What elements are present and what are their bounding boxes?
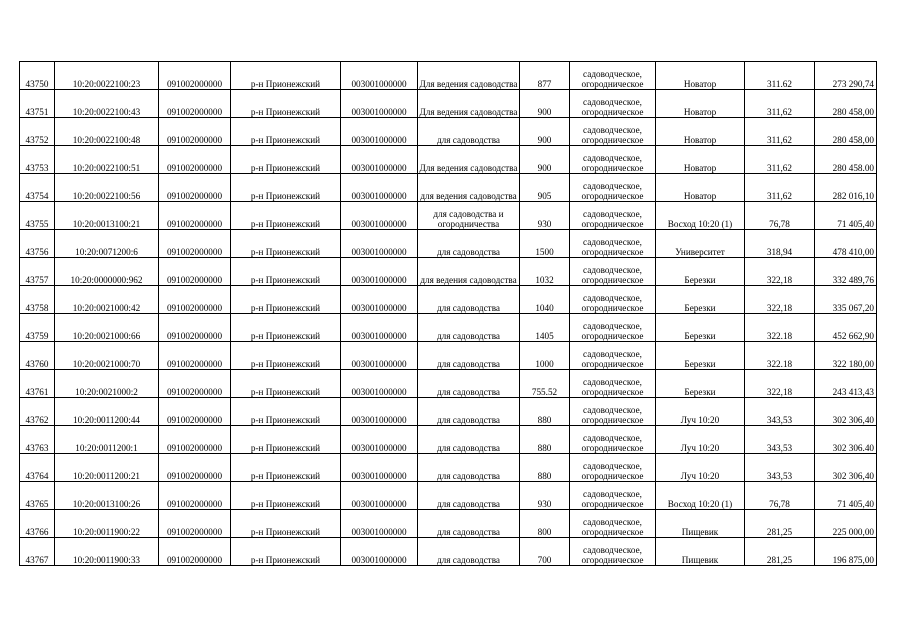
society-name-cell: Восход 10:20 (1) [656, 202, 745, 230]
cadastral-value-cell: 282 016,10 [815, 174, 877, 202]
land-parcel-table [19, 61, 877, 566]
land-category-cell: садоводческое, огородническое [570, 454, 656, 482]
land-category-cell: садоводческое, огородническое [570, 342, 656, 370]
okato-code-cell: 091002000000 [159, 398, 231, 426]
permitted-use-cell: для садоводства [418, 538, 520, 566]
society-name-cell: Луч 10:20 [656, 426, 745, 454]
permitted-use-cell: для ведения садоводства [418, 174, 520, 202]
district-cell: р-н Прионежский [231, 258, 341, 286]
row-id-cell: 43765 [20, 482, 55, 510]
land-category-cell: садоводческое, огородническое [570, 286, 656, 314]
category-code-cell: 003001000000 [341, 426, 418, 454]
category-code-cell: 003001000000 [341, 342, 418, 370]
category-code-cell: 003001000000 [341, 370, 418, 398]
cadastral-value-cell: 302 306.40 [815, 426, 877, 454]
specific-value-cell: 343,53 [745, 454, 815, 482]
row-id-cell: 43756 [20, 230, 55, 258]
okato-code-cell: 091002000000 [159, 62, 231, 90]
okato-code-cell: 091002000000 [159, 146, 231, 174]
specific-value-cell: 311.62 [745, 62, 815, 90]
okato-code-cell: 091002000000 [159, 482, 231, 510]
category-code-cell: 003001000000 [341, 90, 418, 118]
cadastral-value-cell: 280 458,00 [815, 90, 877, 118]
area-cell: 1000 [520, 342, 570, 370]
row-id-cell: 43759 [20, 314, 55, 342]
society-name-cell: Пищевик [656, 538, 745, 566]
specific-value-cell: 343,53 [745, 426, 815, 454]
cadastral-number-cell: 10:20:0011900:33 [55, 538, 159, 566]
cadastral-value-cell: 302 306,40 [815, 398, 877, 426]
permitted-use-cell: для садоводства [418, 426, 520, 454]
permitted-use-cell: для садоводства [418, 314, 520, 342]
land-category-cell: садоводческое, огородническое [570, 146, 656, 174]
society-name-cell: Новатор [656, 146, 745, 174]
cadastral-number-cell: 10:20:0021000:2 [55, 370, 159, 398]
cadastral-value-cell: 196 875,00 [815, 538, 877, 566]
society-name-cell: Новатор [656, 118, 745, 146]
society-name-cell: Луч 10:20 [656, 454, 745, 482]
cadastral-value-cell: 302 306,40 [815, 454, 877, 482]
society-name-cell: Березки [656, 342, 745, 370]
permitted-use-cell: для садоводства [418, 510, 520, 538]
district-cell: р-н Прионежский [231, 342, 341, 370]
society-name-cell: Луч 10:20 [656, 398, 745, 426]
district-cell: р-н Прионежский [231, 202, 341, 230]
row-id-cell: 43764 [20, 454, 55, 482]
society-name-cell: Новатор [656, 62, 745, 90]
specific-value-cell: 311,62 [745, 118, 815, 146]
area-cell: 1032 [520, 258, 570, 286]
area-cell: 900 [520, 90, 570, 118]
cadastral-number-cell: 10:20:0071200:6 [55, 230, 159, 258]
society-name-cell: Березки [656, 286, 745, 314]
okato-code-cell: 091002000000 [159, 510, 231, 538]
cadastral-value-cell: 243 413,43 [815, 370, 877, 398]
row-id-cell: 43766 [20, 510, 55, 538]
land-category-cell: садоводческое, огородническое [570, 314, 656, 342]
okato-code-cell: 091002000000 [159, 118, 231, 146]
okato-code-cell: 091002000000 [159, 454, 231, 482]
specific-value-cell: 281,25 [745, 538, 815, 566]
area-cell: 905 [520, 174, 570, 202]
category-code-cell: 003001000000 [341, 174, 418, 202]
table-row [20, 398, 877, 426]
permitted-use-cell: для садоводства [418, 398, 520, 426]
category-code-cell: 003001000000 [341, 454, 418, 482]
row-id-cell: 43762 [20, 398, 55, 426]
table-row [20, 174, 877, 202]
society-name-cell: Восход 10:20 (1) [656, 482, 745, 510]
row-id-cell: 43761 [20, 370, 55, 398]
area-cell: 1405 [520, 314, 570, 342]
specific-value-cell: 322.18 [745, 314, 815, 342]
society-name-cell: Университет [656, 230, 745, 258]
cadastral-value-cell: 225 000,00 [815, 510, 877, 538]
cadastral-value-cell: 332 489,76 [815, 258, 877, 286]
table-row [20, 482, 877, 510]
land-category-cell: садоводческое, огородническое [570, 510, 656, 538]
district-cell: р-н Прионежский [231, 230, 341, 258]
cadastral-number-cell: 10:20:0011200:1 [55, 426, 159, 454]
permitted-use-cell: Для ведения садоводства [418, 90, 520, 118]
area-cell: 930 [520, 482, 570, 510]
land-category-cell: садоводческое, огородническое [570, 398, 656, 426]
cadastral-value-cell: 71 405,40 [815, 482, 877, 510]
category-code-cell: 003001000000 [341, 118, 418, 146]
area-cell: 800 [520, 510, 570, 538]
land-category-cell: садоводческое, огородническое [570, 90, 656, 118]
cadastral-number-cell: 10:20:0022100:51 [55, 146, 159, 174]
permitted-use-cell: для садоводства [418, 482, 520, 510]
table-row [20, 314, 877, 342]
row-id-cell: 43763 [20, 426, 55, 454]
permitted-use-cell: для ведения садоводства [418, 258, 520, 286]
category-code-cell: 003001000000 [341, 286, 418, 314]
row-id-cell: 43751 [20, 90, 55, 118]
row-id-cell: 43750 [20, 62, 55, 90]
society-name-cell: Пищевик [656, 510, 745, 538]
cadastral-number-cell: 10:20:0013100:21 [55, 202, 159, 230]
specific-value-cell: 281,25 [745, 510, 815, 538]
cadastral-value-cell: 335 067,20 [815, 286, 877, 314]
table-row [20, 118, 877, 146]
society-name-cell: Березки [656, 370, 745, 398]
okato-code-cell: 091002000000 [159, 174, 231, 202]
area-cell: 755.52 [520, 370, 570, 398]
okato-code-cell: 091002000000 [159, 90, 231, 118]
cadastral-value-cell: 478 410,00 [815, 230, 877, 258]
area-cell: 880 [520, 398, 570, 426]
table-row [20, 202, 877, 230]
cadastral-value-cell: 71 405,40 [815, 202, 877, 230]
cadastral-number-cell: 10:20:0000000:962 [55, 258, 159, 286]
area-cell: 1500 [520, 230, 570, 258]
area-cell: 877 [520, 62, 570, 90]
area-cell: 700 [520, 538, 570, 566]
permitted-use-cell: для садоводства и огородничества [418, 202, 520, 230]
area-cell: 880 [520, 454, 570, 482]
table-row [20, 370, 877, 398]
permitted-use-cell: для садоводства [418, 230, 520, 258]
category-code-cell: 003001000000 [341, 538, 418, 566]
specific-value-cell: 322.18 [745, 342, 815, 370]
land-category-cell: садоводческое, огородническое [570, 258, 656, 286]
category-code-cell: 003001000000 [341, 314, 418, 342]
cadastral-number-cell: 10:20:0021000:70 [55, 342, 159, 370]
specific-value-cell: 322,18 [745, 258, 815, 286]
table-row [20, 230, 877, 258]
table-row [20, 510, 877, 538]
cadastral-value-cell: 280 458,00 [815, 118, 877, 146]
district-cell: р-н Прионежский [231, 314, 341, 342]
okato-code-cell: 091002000000 [159, 258, 231, 286]
category-code-cell: 003001000000 [341, 230, 418, 258]
row-id-cell: 43754 [20, 174, 55, 202]
cadastral-number-cell: 10:20:0021000:66 [55, 314, 159, 342]
cadastral-number-cell: 10:20:0022100:23 [55, 62, 159, 90]
cadastral-value-cell: 280 458.00 [815, 146, 877, 174]
category-code-cell: 003001000000 [341, 398, 418, 426]
district-cell: р-н Прионежский [231, 62, 341, 90]
table-row [20, 90, 877, 118]
land-category-cell: садоводческое, огородническое [570, 230, 656, 258]
cadastral-number-cell: 10:20:0011200:21 [55, 454, 159, 482]
cadastral-number-cell: 10:20:0011200:44 [55, 398, 159, 426]
table-row [20, 286, 877, 314]
district-cell: р-н Прионежский [231, 118, 341, 146]
table-row [20, 342, 877, 370]
specific-value-cell: 343,53 [745, 398, 815, 426]
permitted-use-cell: для садоводства [418, 454, 520, 482]
permitted-use-cell: для садоводства [418, 342, 520, 370]
row-id-cell: 43760 [20, 342, 55, 370]
specific-value-cell: 311,62 [745, 90, 815, 118]
society-name-cell: Новатор [656, 90, 745, 118]
specific-value-cell: 311,62 [745, 174, 815, 202]
specific-value-cell: 76,78 [745, 482, 815, 510]
cadastral-number-cell: 10:20:0022100:43 [55, 90, 159, 118]
row-id-cell: 43753 [20, 146, 55, 174]
row-id-cell: 43757 [20, 258, 55, 286]
land-category-cell: садоводческое, огородническое [570, 538, 656, 566]
okato-code-cell: 091002000000 [159, 426, 231, 454]
area-cell: 880 [520, 426, 570, 454]
cadastral-number-cell: 10:20:0021000:42 [55, 286, 159, 314]
land-category-cell: садоводческое, огородническое [570, 426, 656, 454]
land-category-cell: садоводческое, огородническое [570, 370, 656, 398]
okato-code-cell: 091002000000 [159, 370, 231, 398]
area-cell: 1040 [520, 286, 570, 314]
district-cell: р-н Прионежский [231, 90, 341, 118]
okato-code-cell: 091002000000 [159, 230, 231, 258]
table-body [20, 62, 877, 566]
district-cell: р-н Прионежский [231, 174, 341, 202]
specific-value-cell: 322,18 [745, 370, 815, 398]
permitted-use-cell: для садоводства [418, 118, 520, 146]
society-name-cell: Березки [656, 258, 745, 286]
category-code-cell: 003001000000 [341, 202, 418, 230]
okato-code-cell: 091002000000 [159, 342, 231, 370]
cadastral-number-cell: 10:20:0022100:48 [55, 118, 159, 146]
land-category-cell: садоводческое, огородническое [570, 202, 656, 230]
specific-value-cell: 311,62 [745, 146, 815, 174]
cadastral-value-cell: 322 180,00 [815, 342, 877, 370]
district-cell: р-н Прионежский [231, 398, 341, 426]
row-id-cell: 43758 [20, 286, 55, 314]
category-code-cell: 003001000000 [341, 510, 418, 538]
cadastral-number-cell: 10:20:0022100:56 [55, 174, 159, 202]
table-row [20, 454, 877, 482]
district-cell: р-н Прионежский [231, 286, 341, 314]
category-code-cell: 003001000000 [341, 62, 418, 90]
okato-code-cell: 091002000000 [159, 314, 231, 342]
table-row [20, 146, 877, 174]
okato-code-cell: 091002000000 [159, 538, 231, 566]
district-cell: р-н Прионежский [231, 146, 341, 174]
table-row [20, 538, 877, 566]
row-id-cell: 43755 [20, 202, 55, 230]
district-cell: р-н Прионежский [231, 510, 341, 538]
table-row [20, 426, 877, 454]
category-code-cell: 003001000000 [341, 482, 418, 510]
land-category-cell: садоводческое, огородническое [570, 62, 656, 90]
land-category-cell: садоводческое, огородническое [570, 482, 656, 510]
district-cell: р-н Прионежский [231, 370, 341, 398]
category-code-cell: 003001000000 [341, 258, 418, 286]
permitted-use-cell: Для ведения садоводства [418, 146, 520, 174]
row-id-cell: 43752 [20, 118, 55, 146]
area-cell: 900 [520, 118, 570, 146]
specific-value-cell: 76,78 [745, 202, 815, 230]
category-code-cell: 003001000000 [341, 146, 418, 174]
society-name-cell: Березки [656, 314, 745, 342]
cadastral-number-cell: 10:20:0013100:26 [55, 482, 159, 510]
row-id-cell: 43767 [20, 538, 55, 566]
table-row [20, 258, 877, 286]
specific-value-cell: 322,18 [745, 286, 815, 314]
permitted-use-cell: для садоводства [418, 286, 520, 314]
table-row [20, 62, 877, 90]
society-name-cell: Новатор [656, 174, 745, 202]
district-cell: р-н Прионежский [231, 454, 341, 482]
district-cell: р-н Прионежский [231, 482, 341, 510]
okato-code-cell: 091002000000 [159, 286, 231, 314]
cadastral-value-cell: 452 662,90 [815, 314, 877, 342]
land-category-cell: садоводческое, огородническое [570, 174, 656, 202]
area-cell: 900 [520, 146, 570, 174]
land-category-cell: садоводческое, огородническое [570, 118, 656, 146]
cadastral-value-cell: 273 290,74 [815, 62, 877, 90]
permitted-use-cell: Для ведения садоводства [418, 62, 520, 90]
district-cell: р-н Прионежский [231, 426, 341, 454]
permitted-use-cell: для садоводства [418, 370, 520, 398]
area-cell: 930 [520, 202, 570, 230]
district-cell: р-н Прионежский [231, 538, 341, 566]
okato-code-cell: 091002000000 [159, 202, 231, 230]
specific-value-cell: 318,94 [745, 230, 815, 258]
cadastral-number-cell: 10:20:0011900:22 [55, 510, 159, 538]
